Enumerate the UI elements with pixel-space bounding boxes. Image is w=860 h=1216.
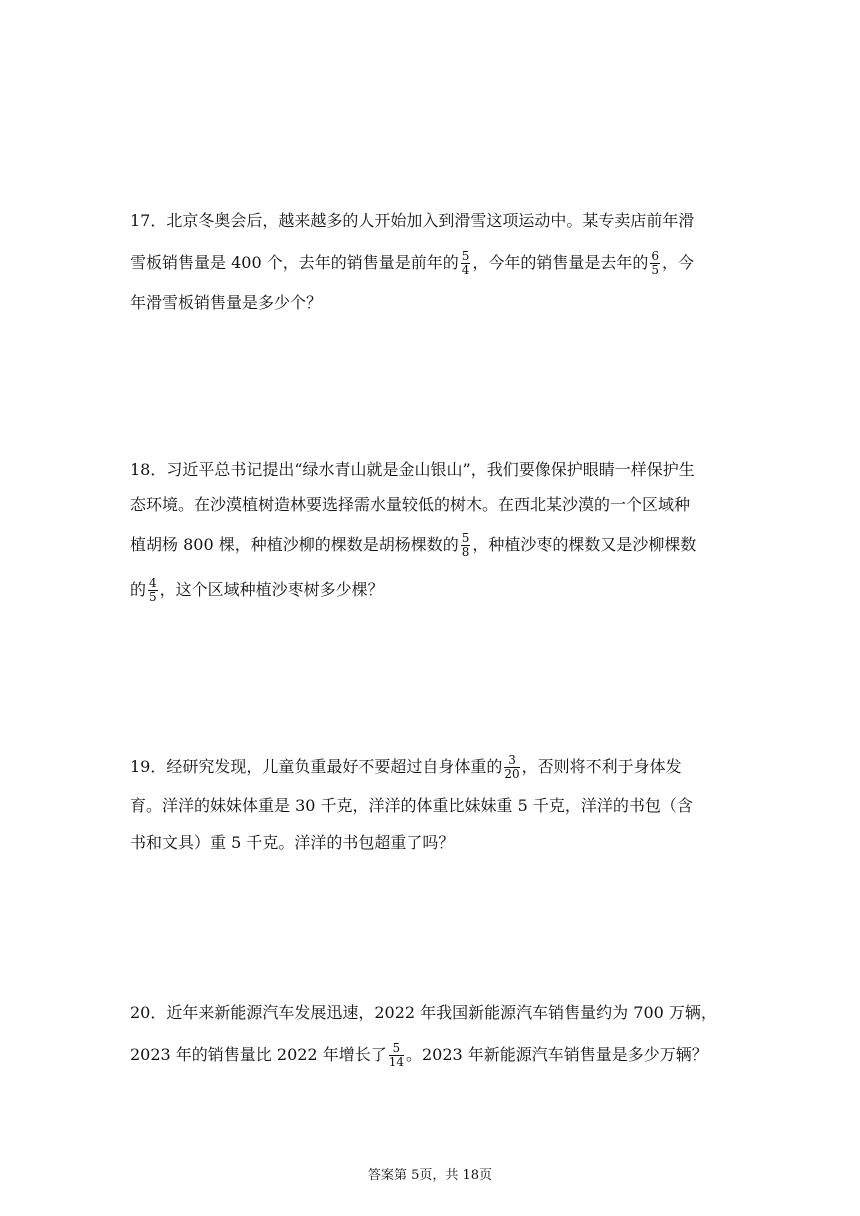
question-number: 18． — [130, 460, 167, 479]
question-19-line-2 — [130, 791, 750, 821]
question-text: 习近平总书记提出“绿水青山就是金山银山”，我们要像保护眼睛一样保护生 — [166, 460, 695, 479]
fraction — [461, 250, 471, 277]
question-text: ，否则将不利于身体发 — [521, 757, 682, 776]
fraction-denominator: 5 — [149, 590, 157, 604]
question-text: 态环境。在沙漠植树造林要选择需水量较低的树木。在西北某沙漠的一个区域种 — [130, 495, 691, 514]
fraction-numerator: 4 — [149, 576, 157, 590]
question-text: 2023 年的销售量比 2022 年增长了 — [130, 1045, 387, 1064]
question-18-line-1 — [130, 455, 750, 485]
fraction-denominator: 5 — [651, 263, 660, 277]
question-18-line-3 — [130, 530, 750, 560]
question-text: 育。洋洋的妹妹体重是 30 千克，洋洋的体重比妹妹重 5 千克，洋洋的书包（含 — [130, 796, 693, 815]
question-19-line-3 — [130, 828, 750, 858]
fraction — [389, 1042, 404, 1069]
fraction — [650, 250, 660, 277]
question-text: 经研究发现，儿童负重最好不要超过自身体重的 — [166, 757, 503, 776]
question-text: 年滑雪板销售量是多少个？ — [130, 293, 323, 312]
fraction-denominator: 8 — [461, 545, 470, 559]
fraction-numerator: 6 — [651, 249, 660, 263]
fraction — [504, 754, 519, 781]
question-text: ，今年的销售量是去年的 — [472, 253, 649, 272]
fraction-denominator: 20 — [504, 767, 520, 781]
question-17-line-2 — [130, 248, 750, 278]
question-number: 19． — [130, 757, 167, 776]
fraction — [148, 577, 158, 604]
fraction-numerator: 3 — [504, 754, 519, 768]
question-text: ，种植沙枣的棵数又是沙柳棵数 — [472, 535, 697, 554]
question-18-line-4 — [130, 575, 750, 605]
fraction — [461, 532, 471, 559]
page-footer: 答案第 5页，共 18页 — [367, 1168, 493, 1183]
question-17-line-3 — [130, 288, 750, 318]
question-20-line-1 — [130, 998, 750, 1028]
question-text: 。2023 年新能源汽车销售量是多少万辆？ — [405, 1045, 708, 1064]
fraction-denominator: 14 — [388, 1055, 404, 1069]
question-18-line-2 — [130, 490, 750, 520]
fraction-numerator: 5 — [461, 531, 470, 545]
question-text: 植胡杨 800 棵，种植沙柳的棵数是胡杨棵数的 — [130, 535, 459, 554]
fraction-numerator: 5 — [461, 249, 470, 263]
question-text: 雪板销售量是 400 个，去年的销售量是前年的 — [130, 253, 459, 272]
fraction-denominator: 4 — [461, 263, 470, 277]
question-text: ，今 — [662, 253, 695, 272]
question-number: 20． — [130, 1003, 167, 1022]
question-17-line-1 — [130, 206, 750, 236]
question-text: 近年来新能源汽车发展迅速，2022 年我国新能源汽车销售量约为 700 万辆， — [166, 1003, 717, 1022]
question-number: 17． — [130, 211, 167, 230]
fraction-numerator: 5 — [389, 1042, 404, 1056]
question-text: ，这个区域种植沙枣树多少棵？ — [159, 580, 384, 599]
question-text: 书和文具）重 5 千克。洋洋的书包超重了吗？ — [130, 833, 455, 852]
question-19-line-1 — [130, 752, 750, 782]
question-text: 的 — [130, 580, 147, 599]
question-20-line-2 — [130, 1040, 750, 1070]
question-text: 北京冬奥会后，越来越多的人开始加入到滑雪这项运动中。某专卖店前年滑 — [166, 211, 695, 230]
